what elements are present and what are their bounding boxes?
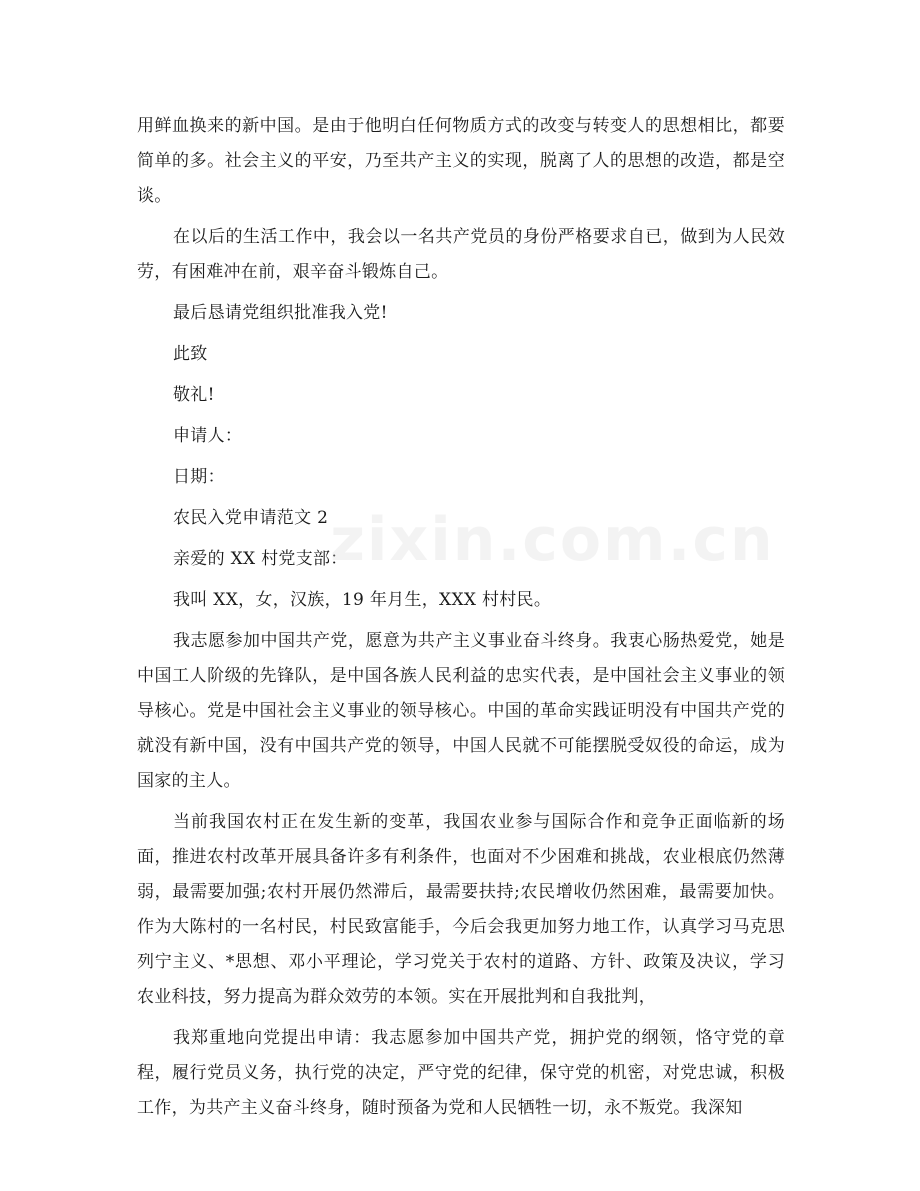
paragraph-9: 亲爱的 XX 村党支部： xyxy=(173,549,348,569)
paragraph-1: 用鲜血换来的新中国。是由于他明白任何物质方式的改变与转变人的思想相比，都要简单的多。社会主义的平安，乃至共产主义的实现，脱离了人的思想的改造，都是空谈。 xyxy=(137,116,785,206)
paragraph-6: 申请人： xyxy=(173,426,243,446)
watermark: zixin.com.cn xyxy=(330,505,775,575)
paragraph-5: 敬礼! xyxy=(173,385,215,405)
paragraph-13: 我郑重地向党提出申请：我志愿参加中国共产党，拥护党的纲领，恪守党的章程，履行党员义务，执行党的决定，严守党的纪律，保守党的机密，对党忠诚，积极工作，为共产主义奋斗终身，随时预备为党和人民牺牲一切，永不叛党。我深知 xyxy=(137,1028,785,1118)
paragraph-8: 农民入党申请范文 2 xyxy=(173,508,329,528)
paragraph-11: 我志愿参加中国共产党，愿意为共产主义事业奋斗终身。我衷心肠热爱党，她是中国工人阶级的先锋队，是中国各族人民利益的忠实代表，是中国社会主义事业的领导核心。党是中国社会主义事业的领导核心。中国的革命实践证明没有中国共产党的就没有新中国，没有中国共产党的领导，中国人民就不可能摆脱受奴役的命运，成为国家的主人。 xyxy=(137,631,785,791)
document-body xyxy=(137,109,785,1126)
paragraph-3: 最后恳请党组织批准我入党! xyxy=(173,303,388,323)
paragraph-2: 在以后的生活工作中，我会以一名共产党员的身份严格要求自已，做到为人民效劳，有困难冲在前，艰辛奋斗锻炼自己。 xyxy=(137,227,785,282)
paragraph-7: 日期： xyxy=(173,467,225,487)
paragraph-10: 我叫 XX，女，汉族，19 年月生，XXX 村村民。 xyxy=(173,590,552,610)
paragraph-4: 此致 xyxy=(173,344,208,364)
paragraph-12: 当前我国农村正在发生新的变革，我国农业参与国际合作和竞争正面临新的场面，推进农村改革开展具备许多有利条件，也面对不少困难和挑战，农业根底仍然薄弱，最需要加强;农村开展仍然滞后，最需要扶持;农民增收仍然困难，最需要加快。作为大陈村的一名村民，村民致富能手，今后会我更加努力地工作，认真学习马克思列宁主义、*思想、邓小平理论，学习党关于农村的道路、方针、政策及决议，学习农业科技，努力提高为群众效劳的本领。实在开展批判和自我批判， xyxy=(137,812,785,1007)
